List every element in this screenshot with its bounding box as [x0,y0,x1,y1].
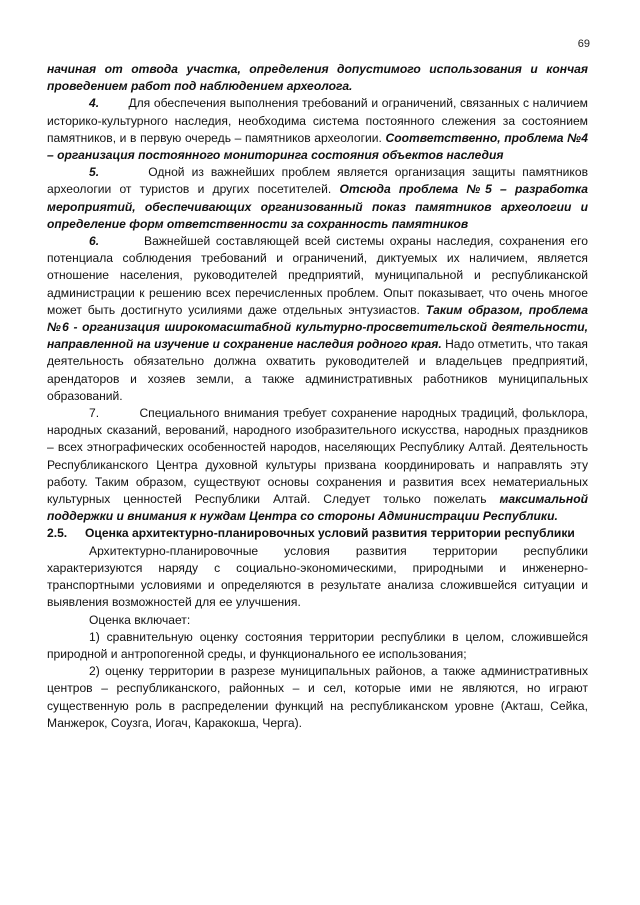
section-number: 2.5. [47,526,68,541]
paragraph-5-text: Одной из важнейших проблем является организация защиты памятников археологии от туристов и других посетителей. [47,165,588,197]
list-item-1: 1) сравнительную оценку состояния территории республики в целом, сложившейся природной и антропогенной среды, и функционального ее использования; [47,629,588,661]
paragraph-4 [47,95,588,164]
paragraph-7 [47,405,588,525]
section-paragraph-2: Оценка включает: [89,612,191,627]
paragraph-5-number: 5. [89,165,100,180]
paragraph-6 [47,233,588,405]
section-title: Оценка архитектурно-планировочных условий развития территории республики [85,526,575,541]
paragraph-7-text: Специального внимания требует сохранение народных традиций, фольклора, народных сказаний, верований, народного изобразительного искусства, народных праздников – всех этнографических особенностей народов, населяющих Республику Алтай. Деятельность Республиканского Центра духовной культуры призвана координировать и направлять эту работу. Таким образом, существуют основы сохранения и развития всех нематериальных культурных ценностей Республики Алтай. Следует только пожелать [47,406,589,507]
paragraph-7-emphasis: максимальной поддержки и внимания к нуждам Центра со стороны Администрации Республики. [47,492,588,524]
paragraph-6-number: 6. [89,234,100,249]
page-number: 69 [577,38,590,50]
paragraph-5 [47,164,588,233]
page-body [47,61,588,732]
paragraph-6-tail: Надо отметить, что такая деятельность обязательно должна охватить руководителей и владельцев предприятий, арендаторов и хозяев земли, а также административных работников муниципальных образований. [47,337,588,403]
paragraph-4-number: 4. [89,96,100,111]
paragraph-7-number: 7. [89,406,100,421]
section-paragraph-1: Архитектурно-планировочные условия развития территории республики характеризуются наряду с социально-экономическими, природными и инженерно-транспортными условиями и определяются в результате анализа сложившейся ситуации и выявления возможностей для ее улучшения. [47,543,588,610]
paragraph-6-problem: Таким образом, проблема №6 - организация широкомасштабной культурно-просветительской деятельности, направленной на изучение и сохранение наследия родного края. [47,302,588,352]
paragraph-4-problem: Соответственно, проблема №4 – организация постоянного мониторинга состояния объектов наследия [47,130,588,163]
list-item-2: 2) оценку территории в разрезе муниципальных районов, а также административных центров – республиканского, районных – и сел, которые ими не являются, но играют существенную роль в распределении функций на республиканском уровне (Акташ, Сейка, Манжерок, Соузга, Иогач, Каракокша, Черга). [47,664,588,730]
paragraph-6-text: Важнейшей составляющей всей системы охраны наследия, сохранения его потенциала соблюдения требований и ограничений, диктуемых их наличием, является отношение населения, руководителей предприятий, муниципальной и республиканской администрации к решению всех перечисленных проблем. Опыт показывает, что очень многое может быть достигнуто усилиями даже отдельных энтузиастов. [47,234,588,317]
section-heading [47,525,588,542]
paragraph-intro: начиная от отвода участка, определения допустимого использования и кончая проведением работ под наблюдением археолога. [47,62,588,94]
paragraph-4-text: Для обеспечения выполнения требований и ограничений, связанных с наличием историко-культурного наследия, необходима система постоянного слежения за состоянием памятников, и в первую очередь – памятников археологии. [47,96,588,145]
paragraph-5-problem: Отсюда проблема №5 – разработка мероприятий, обеспечивающих организованный показ памятников археологии и определение форм ответственности за сохранность памятников [47,182,588,231]
